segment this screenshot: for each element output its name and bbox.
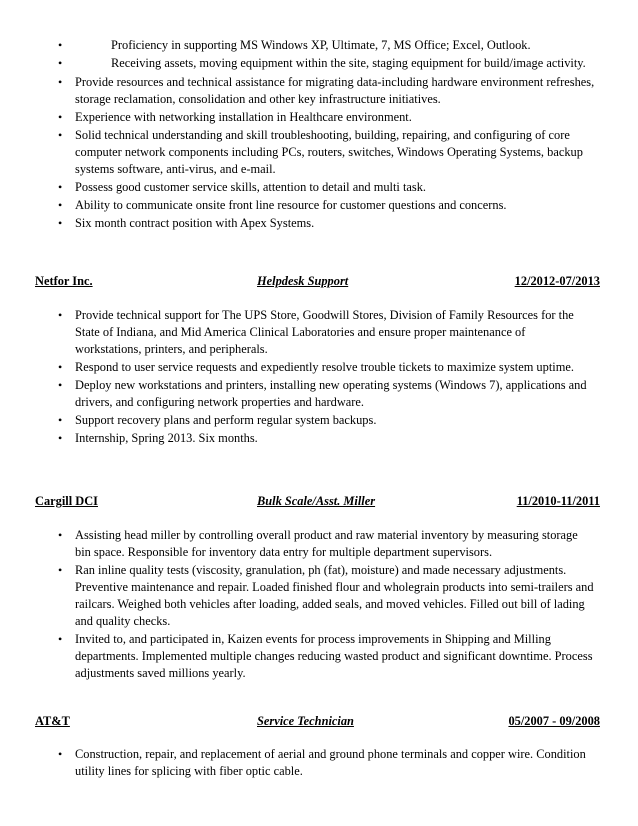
job-title: Service Technician: [257, 714, 354, 728]
company-name: AT&T: [35, 714, 70, 728]
job-dates: 11/2010-11/2011: [516, 494, 600, 508]
list-item-continuation: drivers, and configuring network properties and hardware.: [75, 395, 365, 409]
bullet-icon: •: [58, 431, 63, 445]
bullet-icon: •: [58, 308, 63, 322]
cargill-bullet-list: [0, 527, 638, 682]
job-header-netfor: [0, 274, 638, 294]
bullet-icon: •: [58, 413, 63, 427]
list-item-continuation: systems software, anti-virus, and e-mail.: [75, 162, 276, 176]
netfor-bullet-list: [0, 307, 638, 447]
list-item-continuation: Preventive maintenance and repair. Loaded finished flour and wholegrain products into semi-trailers and: [75, 580, 594, 594]
list-item-continuation: and quality checks.: [75, 614, 171, 628]
list-item: • Respond to user service requests and expediently resolve trouble tickets to maximize system uptime.: [58, 360, 574, 374]
list-item: • Experience with networking installation in Healthcare environment.: [58, 110, 412, 124]
bullet-icon: •: [58, 128, 63, 142]
list-item: • Possess good customer service skills, attention to detail and multi task.: [58, 180, 427, 194]
list-item-continuation: workstations, printers, and peripherals.: [75, 342, 268, 356]
list-item-continuation: departments. Implemented multiple changes reducing wasted product and significant downtime. Process: [75, 649, 593, 663]
list-item: • Proficiency in supporting MS Windows XP, Ultimate, 7, MS Office; Excel, Outlook.: [58, 38, 531, 52]
bullet-icon: •: [58, 56, 63, 70]
list-item: • Provide technical support for The UPS Store, Goodwill Stores, Division of Family Resources for the: [58, 308, 574, 322]
list-item: • Support recovery plans and perform regular system backups.: [58, 413, 377, 427]
bullet-icon: •: [58, 38, 63, 52]
list-item-continuation: computer network components including PCs, routers, switches, Windows Operating Systems, backup: [75, 145, 583, 159]
bullet-icon: •: [58, 110, 63, 124]
bullet-icon: •: [58, 180, 63, 194]
skills-bullet-list: [0, 37, 638, 232]
list-item: • Solid technical understanding and skill troubleshooting, building, repairing, and configuring of core: [58, 128, 570, 142]
job-header-cargill: [0, 494, 638, 514]
job-title: Bulk Scale/Asst. Miller: [257, 494, 376, 508]
job-title: Helpdesk Support: [257, 274, 349, 288]
bullet-icon: •: [58, 378, 63, 392]
list-item-continuation: adjustments saved millions yearly.: [75, 666, 246, 680]
bullet-icon: •: [58, 528, 63, 542]
job-dates: 05/2007 - 09/2008: [508, 714, 600, 728]
list-item-continuation: storage reclamation, consolidation and other key infrastructure initiatives.: [75, 92, 441, 106]
list-item: • Assisting head miller by controlling overall product and raw material inventory by measuring storage: [58, 528, 578, 542]
att-bullet-list: [0, 746, 638, 780]
list-item-continuation: bin space. Responsible for inventory data entry for multiple department supervisors.: [75, 545, 493, 559]
company-name: Cargill DCI: [35, 494, 98, 508]
job-dates: 12/2012-07/2013: [514, 274, 600, 288]
company-name: Netfor Inc.: [35, 274, 93, 288]
list-item: • Receiving assets, moving equipment within the site, staging equipment for build/image activity.: [58, 56, 586, 70]
list-item-continuation: utility lines for splicing with fiber optic cable.: [75, 764, 303, 778]
list-item: • Internship, Spring 2013. Six months.: [58, 431, 258, 445]
bullet-icon: •: [58, 563, 63, 577]
bullet-icon: •: [58, 747, 63, 761]
bullet-icon: •: [58, 198, 63, 212]
job-header-att: [0, 714, 638, 734]
list-item-continuation: railcars. Weighed both vehicles after loading, added seals, and moved vehicles. Filled out bill of lading: [75, 597, 585, 611]
list-item: • Provide resources and technical assistance for migrating data-including hardware environment refreshes,: [58, 75, 595, 89]
list-item: • Deploy new workstations and printers, installing new operating systems (Windows 7), applications and: [58, 378, 587, 392]
bullet-icon: •: [58, 216, 63, 230]
list-item: • Construction, repair, and replacement of aerial and ground phone terminals and copper wire. Condition: [58, 747, 586, 761]
bullet-icon: •: [58, 632, 63, 646]
list-item-continuation: State of Indiana, and Mid America Clinical Laboratories and ensure proper maintenance of: [75, 325, 526, 339]
list-item: • Ran inline quality tests (viscosity, granulation, ph (fat), moisture) and made necessary adjustments.: [58, 563, 567, 577]
list-item: • Ability to communicate onsite front line resource for customer questions and concerns.: [58, 198, 507, 212]
bullet-icon: •: [58, 75, 63, 89]
list-item: • Six month contract position with Apex Systems.: [58, 216, 315, 230]
bullet-icon: •: [58, 360, 63, 374]
list-item: • Invited to, and participated in, Kaizen events for process improvements in Shipping and Milling: [58, 632, 551, 646]
